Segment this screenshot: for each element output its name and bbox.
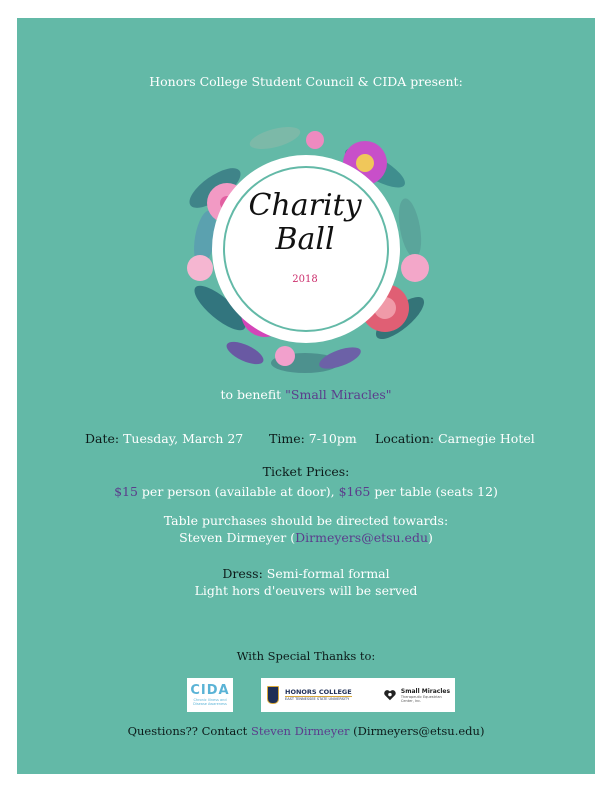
- event-time: [269, 431, 357, 446]
- shield-icon: [267, 686, 279, 704]
- heart-horse-icon: [383, 687, 397, 703]
- event-title-line2: Ball: [275, 222, 335, 257]
- purchase-contact-close: ): [428, 530, 433, 545]
- date-value: Tuesday, March 27: [123, 431, 244, 446]
- flyer: [17, 18, 595, 774]
- event-title-line1: Charity: [248, 188, 362, 223]
- event-location: [375, 431, 535, 446]
- honors-logo-subtitle: EAST TENNESSEE STATE UNIVERSITY: [285, 696, 352, 702]
- presenters-line: Honors College Student Council & CIDA present:: [149, 74, 463, 89]
- honors-logo-text: [285, 688, 352, 702]
- ticket-heading: Ticket Prices:: [262, 464, 350, 479]
- small-miracles-logo-name: Small Miracles: [400, 687, 451, 695]
- location-label: Location:: [375, 431, 435, 446]
- price-table-text: per table (seats 12): [370, 484, 498, 499]
- purchase-contact: [17, 530, 595, 545]
- questions-line: [17, 724, 595, 738]
- date-label: Date:: [85, 431, 120, 446]
- dress-value: Semi-formal formal: [266, 566, 390, 581]
- location-value: Carnegie Hotel: [438, 431, 535, 446]
- purchase-directions: Table purchases should be directed towards:: [163, 513, 449, 528]
- thanks-heading: With Special Thanks to:: [236, 649, 376, 663]
- event-year: 2018: [292, 274, 318, 285]
- footer-contact-email[interactable]: (Dirmeyers@etsu.edu): [349, 724, 485, 738]
- honors-logo-name: HONORS COLLEGE: [285, 688, 352, 696]
- purchase-contact-name: Steven Dirmeyer (: [179, 530, 296, 545]
- benefit-prefix: to benefit: [220, 387, 286, 402]
- time-value: 7-10pm: [308, 431, 357, 446]
- small-miracles-logo-subtitle: Therapeutic Equestrian Center, Inc.: [400, 694, 442, 703]
- beneficiary-name: "Small Miracles": [285, 387, 392, 402]
- price-per-person: $15: [114, 484, 138, 499]
- cida-logo: [187, 678, 233, 712]
- small-miracles-logo-text: [401, 688, 455, 703]
- price-person-text: per person (available at door),: [137, 484, 339, 499]
- event-date: [85, 431, 243, 446]
- footer-contact-name: Steven Dirmeyer: [250, 724, 350, 738]
- price-per-table: $165: [338, 484, 371, 499]
- dress-label: Dress:: [222, 566, 263, 581]
- cida-logo-subtitle: Chronic Illness and Disease Awareness: [193, 698, 227, 706]
- small-miracles-logo: [379, 678, 455, 712]
- ticket-prices: [17, 484, 595, 499]
- purchase-contact-email[interactable]: Dirmeyers@etsu.edu: [295, 530, 428, 545]
- questions-prefix: Questions?? Contact: [127, 724, 251, 738]
- honors-college-logo: [261, 678, 385, 712]
- cida-logo-name: CIDA: [190, 683, 230, 698]
- food-note: Light hors d'oeuvers will be served: [194, 583, 418, 598]
- time-label: Time:: [269, 431, 305, 446]
- dress-code: [17, 566, 595, 581]
- benefit-line: [17, 387, 595, 402]
